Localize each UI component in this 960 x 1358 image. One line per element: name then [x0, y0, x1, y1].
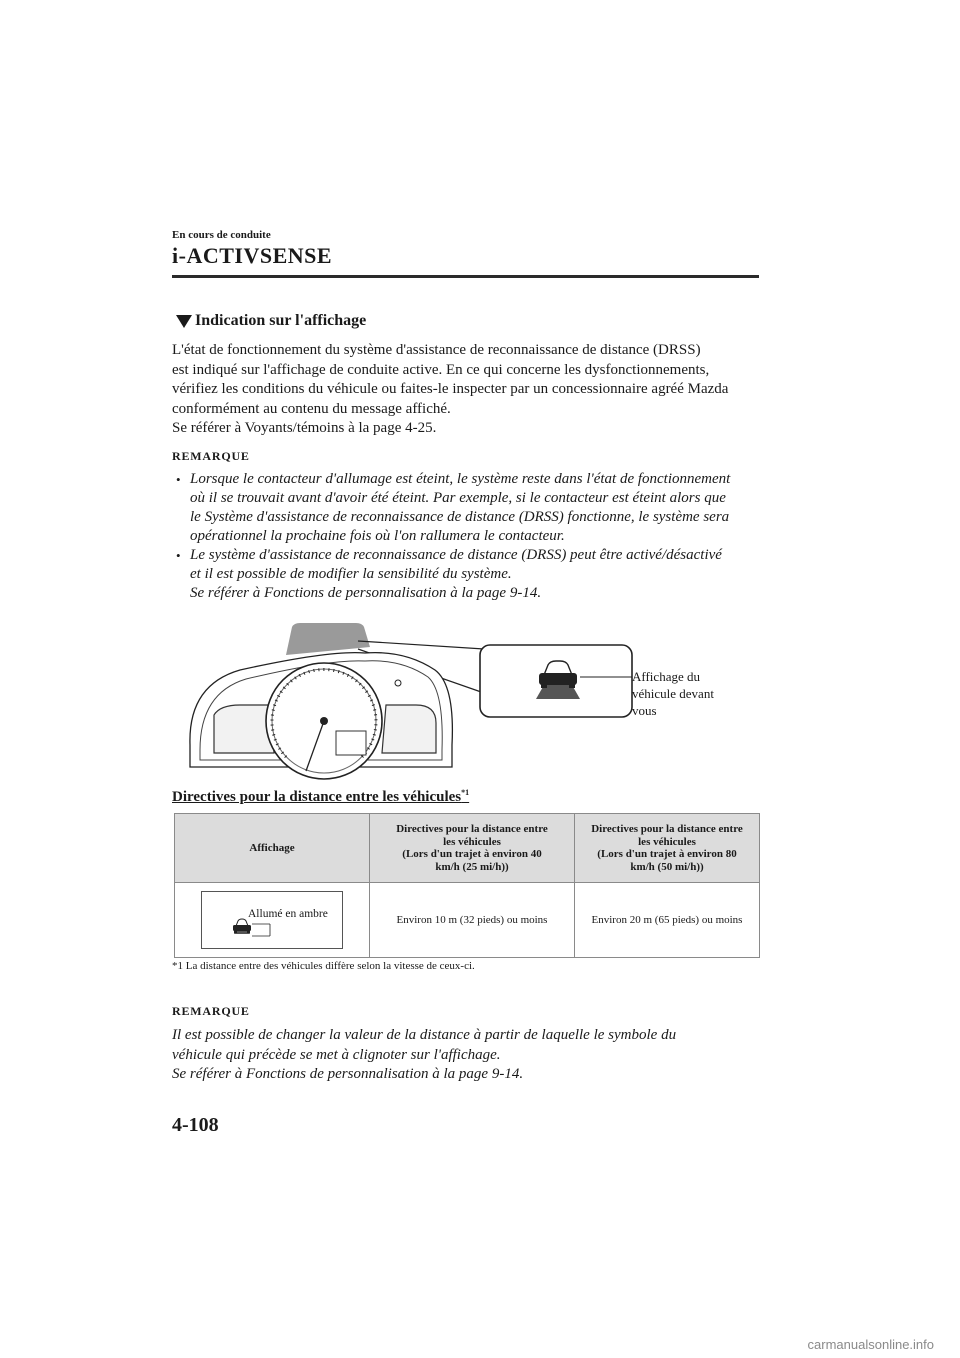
amber-car-indicator: [202, 892, 342, 948]
callout-label: [632, 668, 714, 719]
directives-heading-text: Directives pour la distance entre les véhicules: [172, 789, 462, 805]
note-line: Le système d'assistance de reconnaissance de distance (DRSS) peut être activé/désactivé: [190, 547, 722, 563]
table-row: [175, 883, 760, 958]
display-indicator-box: [201, 891, 343, 949]
directives-heading: [172, 788, 469, 806]
paragraph-line: vérifiez les conditions du véhicule ou faites-le inspecter par un concessionnaire agréé Mazda: [172, 381, 729, 397]
page-number: 4-108: [172, 1114, 219, 1136]
note-line: Il est possible de changer la valeur de la distance à partir de laquelle le symbole du: [172, 1027, 677, 1043]
paragraph-line: conformément au contenu du message affiché.: [172, 400, 451, 417]
table-cell-80: Environ 20 m (65 pieds) ou moins: [575, 883, 760, 958]
note-label: REMARQUE: [172, 1004, 250, 1018]
page-title: i-ACTIVSENSE: [172, 243, 333, 268]
callout-line: véhicule devant: [632, 686, 714, 701]
indication-heading: [176, 312, 366, 330]
indication-heading-text: Indication sur l'affichage: [195, 312, 367, 329]
note-item: [172, 470, 762, 546]
header-line: (Lors d'un trajet à environ 80: [597, 848, 737, 860]
note-item: [172, 546, 762, 603]
paragraph-line: L'état de fonctionnement du système d'assistance de reconnaissance de distance (DRSS): [172, 342, 701, 358]
callout-line: Affichage du: [632, 669, 700, 684]
header-line: Directives pour la distance entre: [396, 823, 548, 835]
callout-line: vous: [632, 703, 657, 718]
note-label: REMARQUE: [172, 449, 250, 463]
note-line: et il est possible de modifier la sensibilité du système.: [190, 566, 512, 582]
header-line: les véhicules: [638, 835, 696, 848]
header-line: les véhicules: [443, 835, 501, 848]
active-display-glass: [286, 623, 370, 655]
note-list: [172, 470, 762, 603]
footnote: *1 La distance entre des véhicules diffère selon la vitesse de ceux-ci.: [172, 960, 475, 972]
header-line: km/h (25 mi/h)): [435, 860, 509, 873]
note-line: véhicule qui précède se met à clignoter sur l'affichage.: [172, 1046, 501, 1063]
note-line: Lorsque le contacteur d'allumage est éteint, le système reste dans l'état de fonctionnement: [190, 471, 731, 487]
table-cell-40: Environ 10 m (32 pieds) ou moins: [370, 883, 575, 958]
paragraph-line: Se référer à Voyants/témoins à la page 4-25.: [172, 420, 437, 436]
table-header-row: [175, 814, 760, 883]
title-divider: [172, 275, 759, 278]
table-cell-display: [175, 883, 370, 958]
indication-paragraph: [172, 341, 762, 439]
table-header-80: [575, 814, 760, 883]
note-line: le Système d'assistance de reconnaissance de distance (DRSS) fonctionne, le système sera: [190, 509, 730, 525]
paragraph-line: est indiqué sur l'affichage de conduite active. En ce qui concerne les dysfonctionnements,: [172, 361, 710, 378]
table-header-40: [370, 814, 575, 883]
note2-text: [172, 1026, 676, 1085]
note-line: Se référer à Fonctions de personnalisation à la page 9-14.: [190, 585, 542, 601]
footnote-marker: *1: [461, 788, 470, 797]
right-meter: [382, 705, 436, 753]
left-meter: [214, 705, 274, 753]
section-label: En cours de conduite: [172, 229, 271, 241]
display-indicator-label: Allumé en ambre: [248, 908, 328, 920]
triangle-down-icon: [176, 315, 192, 328]
note-line: opérationnel la prochaine fois où l'on rallumera le contacteur.: [190, 528, 565, 544]
header-line: km/h (50 mi/h)): [630, 860, 704, 873]
header-line: Affichage: [249, 841, 295, 854]
bullet-icon: •: [176, 472, 181, 487]
watermark: carmanualsonline.info: [807, 1337, 934, 1352]
bullet-icon: •: [176, 548, 181, 563]
header-line: Directives pour la distance entre: [591, 823, 743, 835]
table-header-display: [175, 814, 370, 883]
note-line: où il se trouvait avant d'avoir été éteint. Par exemple, si le contacteur est éteint alors que: [190, 490, 726, 506]
header-line: (Lors d'un trajet à environ 40: [402, 848, 542, 860]
distance-table: [174, 813, 760, 958]
note-line: Se référer à Fonctions de personnalisation à la page 9-14.: [172, 1066, 524, 1082]
